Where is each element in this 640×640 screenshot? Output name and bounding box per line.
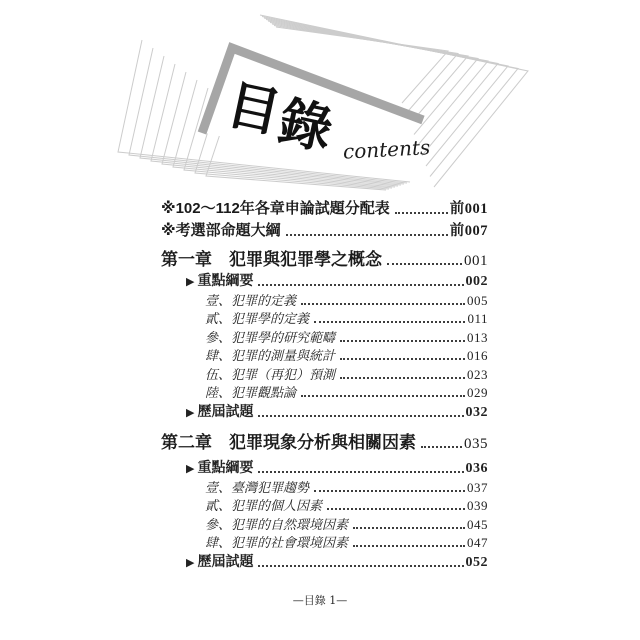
toc-entry-section [161, 401, 488, 421]
toc-entry-title: 肆、犯罪的測量與統計 [205, 349, 336, 364]
triangle-marker: ▶ [186, 407, 195, 419]
toc-entry-sub [161, 514, 488, 533]
toc-entry-page: 005 [467, 292, 488, 308]
toc-entry-sub [161, 309, 488, 328]
toc-entry-sub [161, 477, 488, 496]
toc-entry-title: 歷屆試題 [197, 553, 254, 569]
toc-list [161, 196, 488, 571]
dot-leader [340, 358, 465, 360]
toc-entry-title: 第二章 犯罪現象分析與相關因素 [161, 433, 416, 452]
toc-entry-title: 第一章 犯罪與犯罪學之概念 [161, 250, 382, 269]
dot-leader [258, 565, 463, 567]
toc-entry [161, 196, 488, 218]
dot-leader [421, 446, 462, 448]
dot-leader [340, 340, 465, 342]
toc-entry-chapter [161, 244, 488, 270]
toc-entry-page: 039 [467, 498, 488, 513]
dot-leader [258, 471, 463, 473]
title-char-2: 錄 [273, 90, 338, 162]
toc-entry-page: 032 [465, 405, 488, 420]
toc-entry-page: 001 [464, 253, 488, 269]
toc-entry-sub [161, 496, 488, 515]
toc-entry-page: 011 [467, 311, 488, 326]
toc-entry-sub [161, 290, 488, 309]
toc-entry-section [161, 551, 488, 571]
toc-entry-sub [161, 364, 488, 383]
toc-entry-title: 貳、犯罪學的定義 [205, 312, 310, 327]
toc-entry-page: 047 [467, 535, 488, 550]
toc-entry-sub [161, 533, 488, 552]
toc-entry-title: 歷屆試題 [197, 403, 254, 419]
dot-leader [301, 303, 465, 305]
toc-entry-page: 002 [465, 274, 488, 289]
toc-entry-title: 肆、犯罪的社會環境因素 [205, 536, 349, 551]
toc-entry-page: 029 [467, 385, 488, 400]
toc-entry-page: 016 [467, 348, 488, 363]
dot-leader [353, 527, 465, 529]
dot-leader [258, 415, 463, 417]
toc-entry [161, 218, 488, 240]
toc-entry-title: 重點綱要 [197, 459, 254, 475]
dot-leader [353, 545, 465, 547]
dot-leader [258, 284, 463, 286]
page-footer: —目錄 1— [292, 594, 348, 607]
toc-entry-page: 前007 [449, 223, 488, 239]
title-banner [0, 0, 640, 210]
dot-leader [301, 395, 465, 397]
toc-entry-title: ※考選部命題大綱 [161, 222, 281, 239]
dot-leader [395, 212, 448, 214]
toc-entry-sub [161, 383, 488, 402]
toc-entry-page: 013 [467, 329, 488, 345]
dot-leader [314, 490, 465, 492]
dot-leader [286, 234, 448, 236]
toc-entry-title: 重點綱要 [197, 272, 254, 288]
toc-entry-page: 035 [464, 436, 488, 452]
toc-entry-page: 前001 [449, 201, 488, 217]
dot-leader [387, 263, 462, 265]
toc-entry-title: 參、犯罪學的研究範疇 [205, 330, 336, 346]
triangle-marker: ▶ [186, 463, 195, 475]
title-subtitle: contents [342, 135, 431, 164]
toc-entry-title: 陸、犯罪觀點論 [205, 386, 297, 401]
toc-entry-sub [161, 327, 488, 346]
toc-entry-title: 參、犯罪的自然環境因素 [205, 517, 349, 533]
toc-entry-page: 052 [465, 555, 488, 570]
toc-entry-sub [161, 346, 488, 365]
toc-entry-page: 023 [467, 366, 488, 382]
triangle-marker: ▶ [186, 557, 195, 569]
toc-entry-section [161, 270, 488, 290]
toc-entry-page: 036 [465, 461, 488, 476]
toc-entry-title: 壹、犯罪的定義 [205, 293, 297, 309]
toc-entry-title: ※102～112年各章申論試題分配表 [161, 200, 390, 217]
triangle-marker: ▶ [186, 276, 195, 288]
toc-entry-chapter [161, 427, 488, 453]
dot-leader [327, 508, 465, 510]
toc-entry-section [161, 457, 488, 477]
toc-entry-title: 伍、犯罪（再犯）預測 [205, 367, 336, 383]
dot-leader [340, 377, 465, 379]
toc-entry-page: 037 [467, 479, 488, 495]
dot-leader [314, 321, 465, 323]
toc-entry-page: 045 [467, 516, 488, 532]
toc-entry-title: 壹、臺灣犯罪趨勢 [205, 480, 310, 496]
toc-entry-title: 貳、犯罪的個人因素 [205, 499, 323, 514]
title-char-1: 目 [221, 73, 287, 145]
